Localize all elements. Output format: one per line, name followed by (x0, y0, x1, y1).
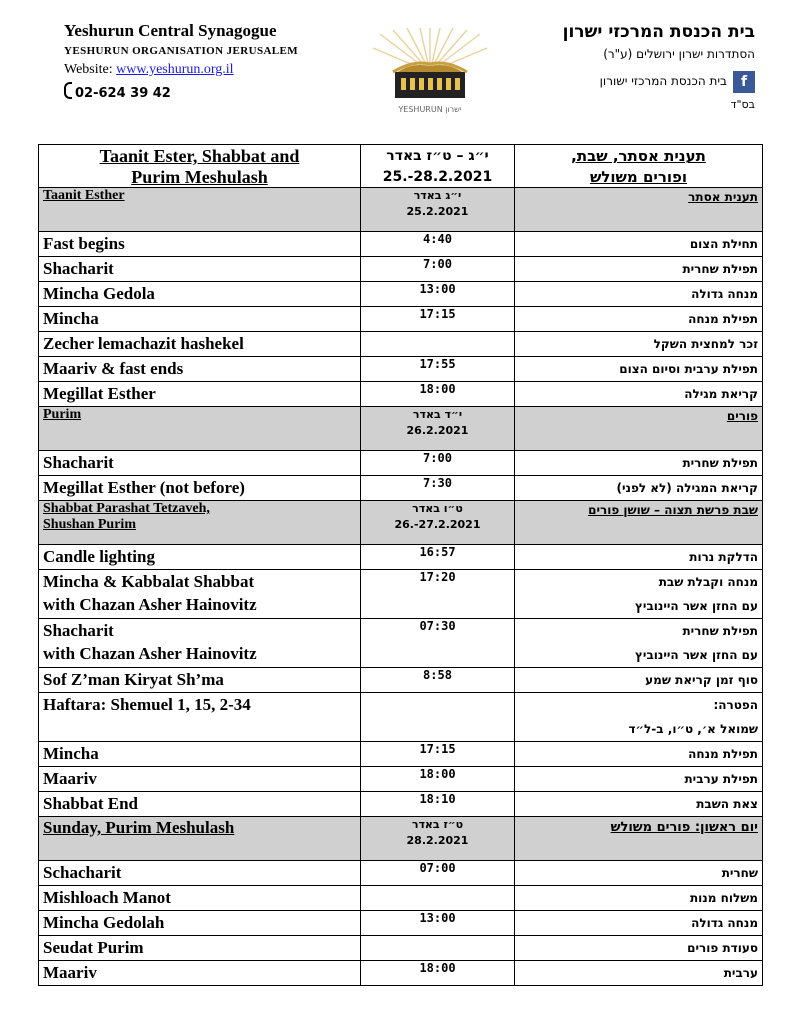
phone-number: 02-624 39 42 (75, 86, 171, 101)
section-en: Taanit Esther (43, 188, 125, 203)
section-date-greg: 26.2.2021 (406, 424, 469, 437)
table-row: Sof Z’man Kiryat Sh’ma 8:58 סוף זמן קריאת שמע (39, 668, 763, 693)
section-he: שבת פרשת תצוה – שושן פורים (588, 503, 758, 517)
facebook-row (563, 68, 755, 94)
title-row (39, 145, 763, 188)
title-date-greg: 25.-28.2.2021 (382, 169, 493, 185)
table-row: Mincha & Kabbalat Shabbat with Chazan Asher Hainovitz 17:20 מנחה וקבלת שבת עם החזן אשר היינוביץ (39, 570, 763, 619)
section-he: יום ראשון: פורים משולש (610, 820, 758, 835)
title-date-hebrew: י״ג – ט״ז באדר (386, 148, 489, 164)
website-link[interactable]: www.yeshurun.org.il (116, 62, 234, 77)
section-row-purim (39, 407, 763, 451)
section-row-sunday (39, 817, 763, 861)
section-en: Sunday, Purim Meshulash (43, 818, 235, 837)
table-row: Maariv 18:00 תפילת ערבית (39, 767, 763, 792)
table-row: Seudat Purim סעודת פורים (39, 936, 763, 961)
title-en-line1: Taanit Ester, Shabbat and (99, 146, 300, 166)
header-left (64, 20, 298, 105)
title-date-cell (361, 145, 515, 188)
title-en-line2: Purim Meshulash (131, 167, 268, 187)
table-row: Mincha Gedola 13:00 מנחה גדולה (39, 282, 763, 307)
section-date-hebrew: ט״ז באדר (411, 818, 464, 831)
section-date-hebrew: ט״ו באדר (412, 502, 463, 515)
table-row: Mishloach Manot משלוח מנות (39, 886, 763, 911)
header-right (563, 20, 755, 114)
phone-icon (64, 82, 72, 99)
table-row: Mincha 17:15 תפילת מנחה (39, 307, 763, 332)
table-row: Schacharit 07:00 שחרית (39, 861, 763, 886)
section-date-greg: 26.-27.2.2021 (394, 518, 481, 531)
section-he: תענית אסתר (688, 190, 758, 204)
org-name-he: בית הכנסת המרכזי ישרון (562, 22, 755, 42)
facebook-icon[interactable]: f (733, 71, 755, 93)
section-date-greg: 28.2.2021 (406, 834, 469, 847)
logo-graphic-icon (365, 28, 495, 102)
table-row: Megillat Esther (not before) 7:30 קריאת המגילה (לא לפני) (39, 476, 763, 501)
table-row: Haftara: Shemuel 1, 15, 2-34 הפטרה: שמואל א׳, ט״ו, ב-ל״ד (39, 693, 763, 742)
section-row-shabbat (39, 501, 763, 545)
section-date-hebrew: י״ג באדר (413, 189, 462, 202)
table-row: Maariv & fast ends 17:55 תפילת ערבית וסיום הצום (39, 357, 763, 382)
table-row: Candle lighting 16:57 הדלקת נרות (39, 545, 763, 570)
website-label: Website: (64, 62, 113, 77)
synagogue-logo (365, 28, 495, 114)
table-row: Shacharit with Chazan Asher Hainovitz 07:30 תפילת שחרית עם החזן אשר היינוביץ (39, 619, 763, 668)
section-he: פורים (726, 409, 758, 423)
section-en-line1: Shabbat Parashat Tetzaveh, (43, 501, 210, 516)
table-row: Maariv 18:00 ערבית (39, 961, 763, 986)
table-row: Megillat Esther 18:00 קריאת מגילה (39, 382, 763, 407)
org-subtitle-en: YESHURUN ORGANISATION JERUSALEM (64, 45, 299, 57)
table-row: Shacharit 7:00 תפילת שחרית (39, 257, 763, 282)
title-he-line2: ופורים משולש (589, 168, 688, 186)
phone-line (64, 82, 298, 105)
section-date-hebrew: י״ד באדר (412, 408, 463, 421)
bsd-mark: בס"ד (730, 98, 755, 111)
org-name-en: Yeshurun Central Synagogue (64, 21, 277, 40)
section-date-greg: 25.2.2021 (406, 205, 469, 218)
logo-caption: YESHURUN ישרון (398, 105, 462, 114)
section-en-line2: Shushan Purim (43, 517, 136, 532)
table-row: Fast begins 4:40 תחילת הצום (39, 232, 763, 257)
table-row: Shabbat End 18:10 צאת השבת (39, 792, 763, 817)
table-row: Shacharit 7:00 תפילת שחרית (39, 451, 763, 476)
org-subtitle-he: הסתדרות ישרון ירושלים (ע"ר) (603, 47, 755, 61)
table-row: Zecher lemachazit hashekel זכר למחצית השקל (39, 332, 763, 357)
table-row: Mincha Gedolah 13:00 מנחה גדולה (39, 911, 763, 936)
section-en: Purim (43, 407, 82, 422)
title-en-cell (39, 145, 361, 188)
title-he-line1: תענית אסתר, שבת, (571, 147, 706, 165)
schedule-table (38, 144, 763, 986)
section-row-taanit (39, 188, 763, 232)
title-he-cell (515, 145, 763, 188)
table-row: Mincha 17:15 תפילת מנחה (39, 742, 763, 767)
facebook-label: בית הכנסת המרכזי ישורון (599, 74, 727, 88)
website-line (64, 60, 298, 80)
